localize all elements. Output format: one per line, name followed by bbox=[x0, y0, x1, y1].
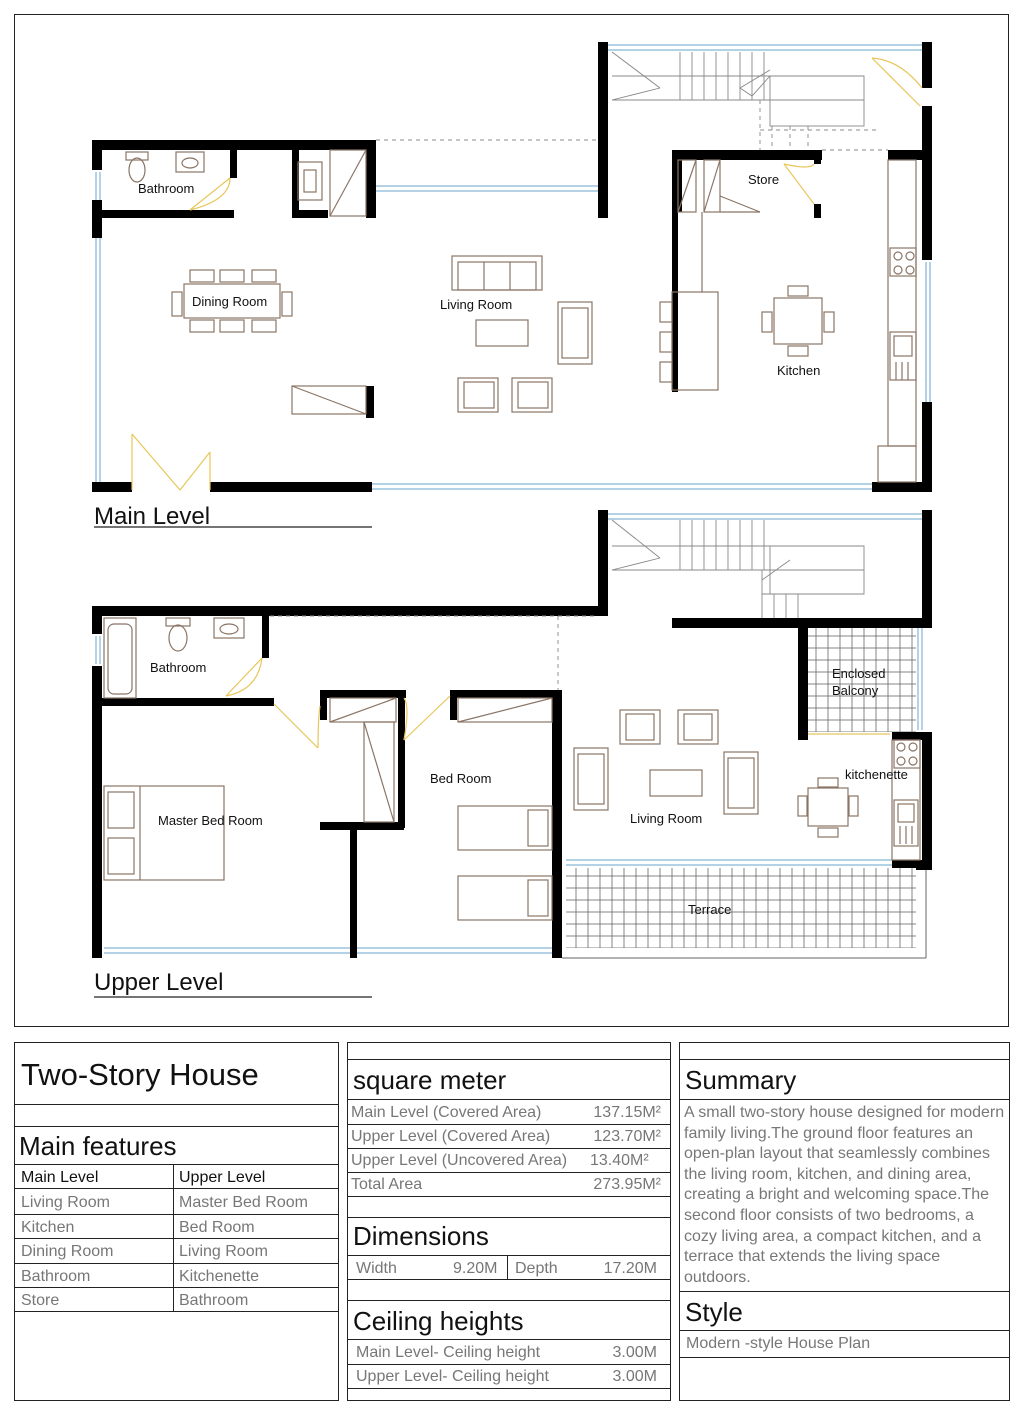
area-row-value: 273.95M² bbox=[593, 1176, 661, 1193]
dimensions-heading: Dimensions bbox=[353, 1221, 489, 1251]
upper-level-column-header: Upper Level bbox=[179, 1169, 266, 1186]
main-store-label: Store bbox=[748, 172, 780, 187]
features-panel bbox=[14, 1042, 339, 1401]
main-stairs bbox=[376, 52, 888, 150]
main-feature-item: Kitchen bbox=[21, 1219, 75, 1236]
main-walls bbox=[92, 42, 932, 492]
style-heading: Style bbox=[685, 1297, 743, 1327]
upper-living-label: Living Room bbox=[630, 811, 703, 826]
upper-feature-item: Master Bed Room bbox=[179, 1194, 308, 1211]
main-level-plan bbox=[92, 42, 932, 530]
area-row-value: 13.40M² bbox=[590, 1152, 649, 1169]
upper-feature-item: Kitchenette bbox=[179, 1268, 260, 1285]
main-bathroom-label: Bathroom bbox=[138, 181, 195, 196]
main-furniture bbox=[126, 150, 916, 482]
area-row-label: Total Area bbox=[351, 1176, 423, 1193]
upper-level-plan bbox=[92, 510, 932, 997]
upper-terrace-label: Terrace bbox=[688, 902, 732, 917]
upper-feature-item: Living Room bbox=[179, 1243, 268, 1260]
area-heading: square meter bbox=[353, 1065, 507, 1095]
upper-enclosed-label-1: Enclosed bbox=[832, 666, 886, 681]
width-value: 9.20M bbox=[453, 1260, 498, 1277]
summary-heading: Summary bbox=[685, 1065, 797, 1095]
upper-stairs bbox=[270, 520, 864, 690]
area-row-label: Main Level (Covered Area) bbox=[351, 1104, 542, 1121]
ceiling-row-label: Upper Level- Ceiling height bbox=[356, 1368, 549, 1385]
main-level-title: Main Level bbox=[94, 503, 211, 530]
features-heading: Main features bbox=[19, 1131, 177, 1161]
depth-label: Depth bbox=[515, 1260, 558, 1277]
upper-level-title: Upper Level bbox=[94, 969, 224, 996]
upper-bed-label: Bed Room bbox=[430, 771, 492, 786]
house-title: Two-Story House bbox=[21, 1057, 259, 1092]
main-feature-item: Bathroom bbox=[21, 1268, 91, 1285]
main-doors bbox=[132, 58, 922, 490]
main-windows bbox=[96, 45, 930, 489]
style-value: Modern -style House Plan bbox=[686, 1335, 871, 1352]
upper-feature-item: Bathroom bbox=[179, 1292, 249, 1309]
upper-enclosed-label-2: Balcony bbox=[832, 683, 879, 698]
area-row-value: 137.15M² bbox=[593, 1104, 661, 1121]
area-row-label: Upper Level (Covered Area) bbox=[351, 1128, 551, 1145]
upper-master-label: Master Bed Room bbox=[158, 813, 263, 828]
terrace-tiles bbox=[566, 868, 916, 948]
main-feature-item: Store bbox=[21, 1292, 60, 1309]
summary-panel bbox=[679, 1042, 1010, 1401]
summary-text: A small two-story house designed for modern family living.The ground floor features an open-plan layout that seamlessly combines the living room, kitchen, and dining area, creating a bright and welcoming space.The second floor consists of two bedrooms, a cozy living area, a compact kitchen, and a terrace that extends the living space outdoors. bbox=[684, 1104, 1005, 1286]
main-dining-label: Dining Room bbox=[192, 294, 268, 309]
width-label: Width bbox=[356, 1260, 397, 1277]
depth-value: 17.20M bbox=[603, 1260, 657, 1277]
ceiling-row-value: 3.00M bbox=[612, 1368, 657, 1385]
main-living-label: Living Room bbox=[440, 297, 513, 312]
main-feature-item: Dining Room bbox=[21, 1243, 114, 1260]
upper-bathroom-label: Bathroom bbox=[150, 660, 207, 675]
main-feature-item: Living Room bbox=[21, 1194, 110, 1211]
area-row-label: Upper Level (Uncovered Area) bbox=[351, 1152, 568, 1169]
area-panel bbox=[347, 1042, 671, 1401]
ceiling-row-label: Main Level- Ceiling height bbox=[356, 1344, 541, 1361]
main-kitchen-label: Kitchen bbox=[777, 363, 821, 378]
ceiling-heading: Ceiling heights bbox=[353, 1306, 524, 1336]
upper-kitchenette-label: kitchenette bbox=[845, 767, 908, 782]
main-level-column-header: Main Level bbox=[21, 1169, 99, 1186]
ceiling-row-value: 3.00M bbox=[612, 1344, 657, 1361]
upper-feature-item: Bed Room bbox=[179, 1219, 255, 1236]
area-row-value: 123.70M² bbox=[593, 1128, 661, 1145]
